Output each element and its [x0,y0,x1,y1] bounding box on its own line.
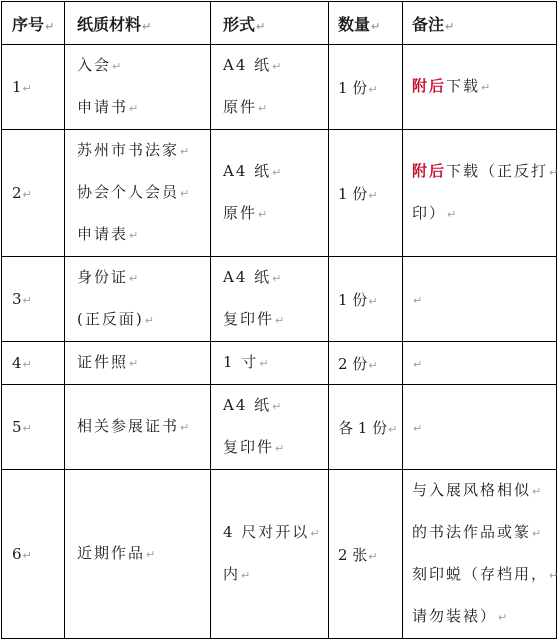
note-text: 下载（正反打 [446,162,549,180]
paragraph-mark-icon: ↵ [22,188,32,201]
material-line [77,130,210,172]
paragraph-mark-icon: ↵ [272,166,284,179]
note-cell [403,45,557,130]
note-line [412,66,556,108]
note-cell [403,130,560,257]
form-line [223,342,328,384]
paragraph-mark-icon: ↵ [413,358,423,371]
paragraph-mark-icon: ↵ [447,208,459,221]
form-line [223,45,328,87]
note-line [412,151,560,193]
quantity-cell [329,130,403,257]
material-line-text: 协会个人会员 [77,183,180,201]
form-line-text: 4 尺对开以 [223,523,310,541]
form-line [223,299,328,341]
row-number-cell [2,342,65,385]
paragraph-mark-icon: ↵ [310,527,322,540]
paragraph-mark-icon: ↵ [129,229,141,242]
paragraph-mark-icon: ↵ [22,358,32,371]
row-number-cell [2,130,65,257]
paragraph-mark-icon: ↵ [275,442,287,455]
paragraph-mark-icon: ↵ [180,187,192,200]
paragraph-mark-icon: ↵ [146,548,158,561]
quantity-cell [329,257,403,342]
table-row [2,342,557,385]
paragraph-mark-icon: ↵ [275,314,287,327]
row-number: 1 [12,78,22,96]
form-line [223,257,328,299]
paragraph-mark-icon: ↵ [22,294,32,307]
material-line-text: 相关参展证书 [77,417,180,435]
quantity-cell [329,342,403,385]
form-cell [211,470,329,639]
note-line [412,193,556,235]
note-text: 下载 [446,77,481,95]
form-cell [211,257,329,342]
paragraph-mark-icon: ↵ [272,400,284,413]
paragraph-mark-icon: ↵ [180,421,192,434]
paragraph-mark-icon: ↵ [258,208,270,221]
quantity-cell [329,470,403,639]
quantity: 1 份 [338,184,368,203]
note-line [412,512,556,554]
paragraph-mark-icon: ↵ [112,60,124,73]
note-cell [403,385,557,470]
paragraph-mark-icon: ↵ [388,422,398,436]
form-line [223,151,328,193]
row-number-cell [2,257,65,342]
quantity-cell [329,45,403,130]
form-cell [211,130,329,257]
material-line-text: 苏州市书法家 [77,141,180,159]
table-row [2,257,557,342]
material-cell [65,45,211,130]
paragraph-mark-icon: ↵ [498,611,510,624]
table-row [2,45,557,130]
header-no: 序号↵ [2,2,65,45]
note-text: 与入展风格相似 [412,481,532,499]
paragraph-mark-icon: ↵ [549,166,560,179]
material-cell [65,470,211,639]
materials-table [1,1,560,639]
form-line-text: A4 纸 [223,56,272,74]
form-cell [211,342,329,385]
material-line-text: (正反面) [77,310,144,328]
header-qty: 数量↵ [329,2,403,45]
header-form: 形式↵ [211,2,329,45]
material-line-text: 入会 [77,56,112,74]
form-line [223,427,328,469]
form-line [223,193,328,235]
paragraph-mark-icon: ↵ [22,549,32,562]
paragraph-mark-icon: ↵ [413,422,423,435]
note-line [412,554,560,596]
row-number: 2 [12,184,22,202]
form-line-text: 原件 [223,98,258,116]
form-line-text: 复印件 [223,438,275,456]
form-cell [211,385,329,470]
paragraph-mark-icon: ↵ [142,19,152,33]
material-cell [65,257,211,342]
paragraph-mark-icon: ↵ [481,81,493,94]
material-cell [65,342,211,385]
paragraph-mark-icon: ↵ [45,19,55,33]
form-line [223,512,328,554]
paragraph-mark-icon: ↵ [129,357,141,370]
row-number: 5 [12,418,22,436]
table-body [2,45,560,639]
material-line-text: 证件照 [77,353,129,371]
paragraph-mark-icon: ↵ [368,358,378,372]
paragraph-mark-icon: ↵ [368,549,378,563]
row-number-cell [2,470,65,639]
paragraph-mark-icon: ↵ [532,527,544,540]
material-line-text: 身份证 [77,268,129,286]
material-line [77,214,210,256]
note-text: 刻印蜕（存档用， [412,565,549,583]
material-line [77,87,210,129]
row-number-cell [2,45,65,130]
paragraph-mark-icon: ↵ [368,188,378,202]
form-line-text: 内 [223,565,241,583]
row-number-cell [2,385,65,470]
form-line-text: A4 纸 [223,268,272,286]
material-line-text: 申请书 [77,98,129,116]
quantity: 各 1 份 [338,418,388,437]
paragraph-mark-icon: ↵ [129,272,141,285]
header-note: 备注↵ [403,2,557,45]
paragraph-mark-icon: ↵ [445,19,455,33]
paragraph-mark-icon: ↵ [258,102,270,115]
form-cell [211,45,329,130]
material-line [77,257,210,299]
material-line [77,172,210,214]
form-line [223,385,328,427]
material-cell [65,385,211,470]
form-line [223,87,328,129]
paragraph-mark-icon: ↵ [272,272,284,285]
paragraph-mark-icon: ↵ [256,19,266,33]
form-line-text: A4 纸 [223,162,272,180]
material-cell [65,130,211,257]
note-highlight: 附后 [412,77,447,95]
note-cell [403,257,557,342]
paragraph-mark-icon: ↵ [368,294,378,308]
material-line [77,299,210,341]
note-text: 请勿装裱） [412,607,498,625]
paragraph-mark-icon: ↵ [368,82,378,96]
row-number: 4 [12,354,22,372]
material-line [77,342,210,384]
row-number: 3 [12,290,22,308]
quantity: 2 张 [338,545,368,564]
note-text: 印） [412,204,447,222]
note-cell [403,470,560,639]
note-text: 的书法作品或篆 [412,523,532,541]
paragraph-mark-icon: ↵ [144,314,156,327]
paragraph-mark-icon: ↵ [22,422,32,435]
quantity: 1 份 [338,78,368,97]
quantity-cell [329,385,403,470]
material-line [77,406,210,448]
paragraph-mark-icon: ↵ [272,60,284,73]
quantity: 1 份 [338,290,368,309]
material-line [77,45,210,87]
form-line-text: 1 寸 [223,353,259,371]
quantity: 2 份 [338,354,368,373]
paragraph-mark-icon: ↵ [180,145,192,158]
header-row [2,2,557,45]
material-line [77,533,210,575]
paragraph-mark-icon: ↵ [129,102,141,115]
row-number: 6 [12,545,22,563]
form-line-text: A4 纸 [223,396,272,414]
table-row [2,385,557,470]
table-row [2,130,557,257]
paragraph-mark-icon: ↵ [241,569,253,582]
form-line [223,554,328,596]
paragraph-mark-icon: ↵ [413,294,423,307]
paragraph-mark-icon: ↵ [22,82,32,95]
paragraph-mark-icon: ↵ [532,485,544,498]
note-line [412,596,556,638]
material-line-text: 申请表 [77,225,129,243]
paragraph-mark-icon: ↵ [371,19,381,33]
form-line-text: 复印件 [223,310,275,328]
note-cell [403,342,557,385]
note-highlight: 附后 [412,162,447,180]
material-line-text: 近期作品 [77,544,146,562]
form-line-text: 原件 [223,204,258,222]
paragraph-mark-icon: ↵ [549,569,560,582]
note-line [412,470,556,512]
table-row [2,470,557,639]
header-material: 纸质材料↵ [65,2,211,45]
paragraph-mark-icon: ↵ [259,357,271,370]
